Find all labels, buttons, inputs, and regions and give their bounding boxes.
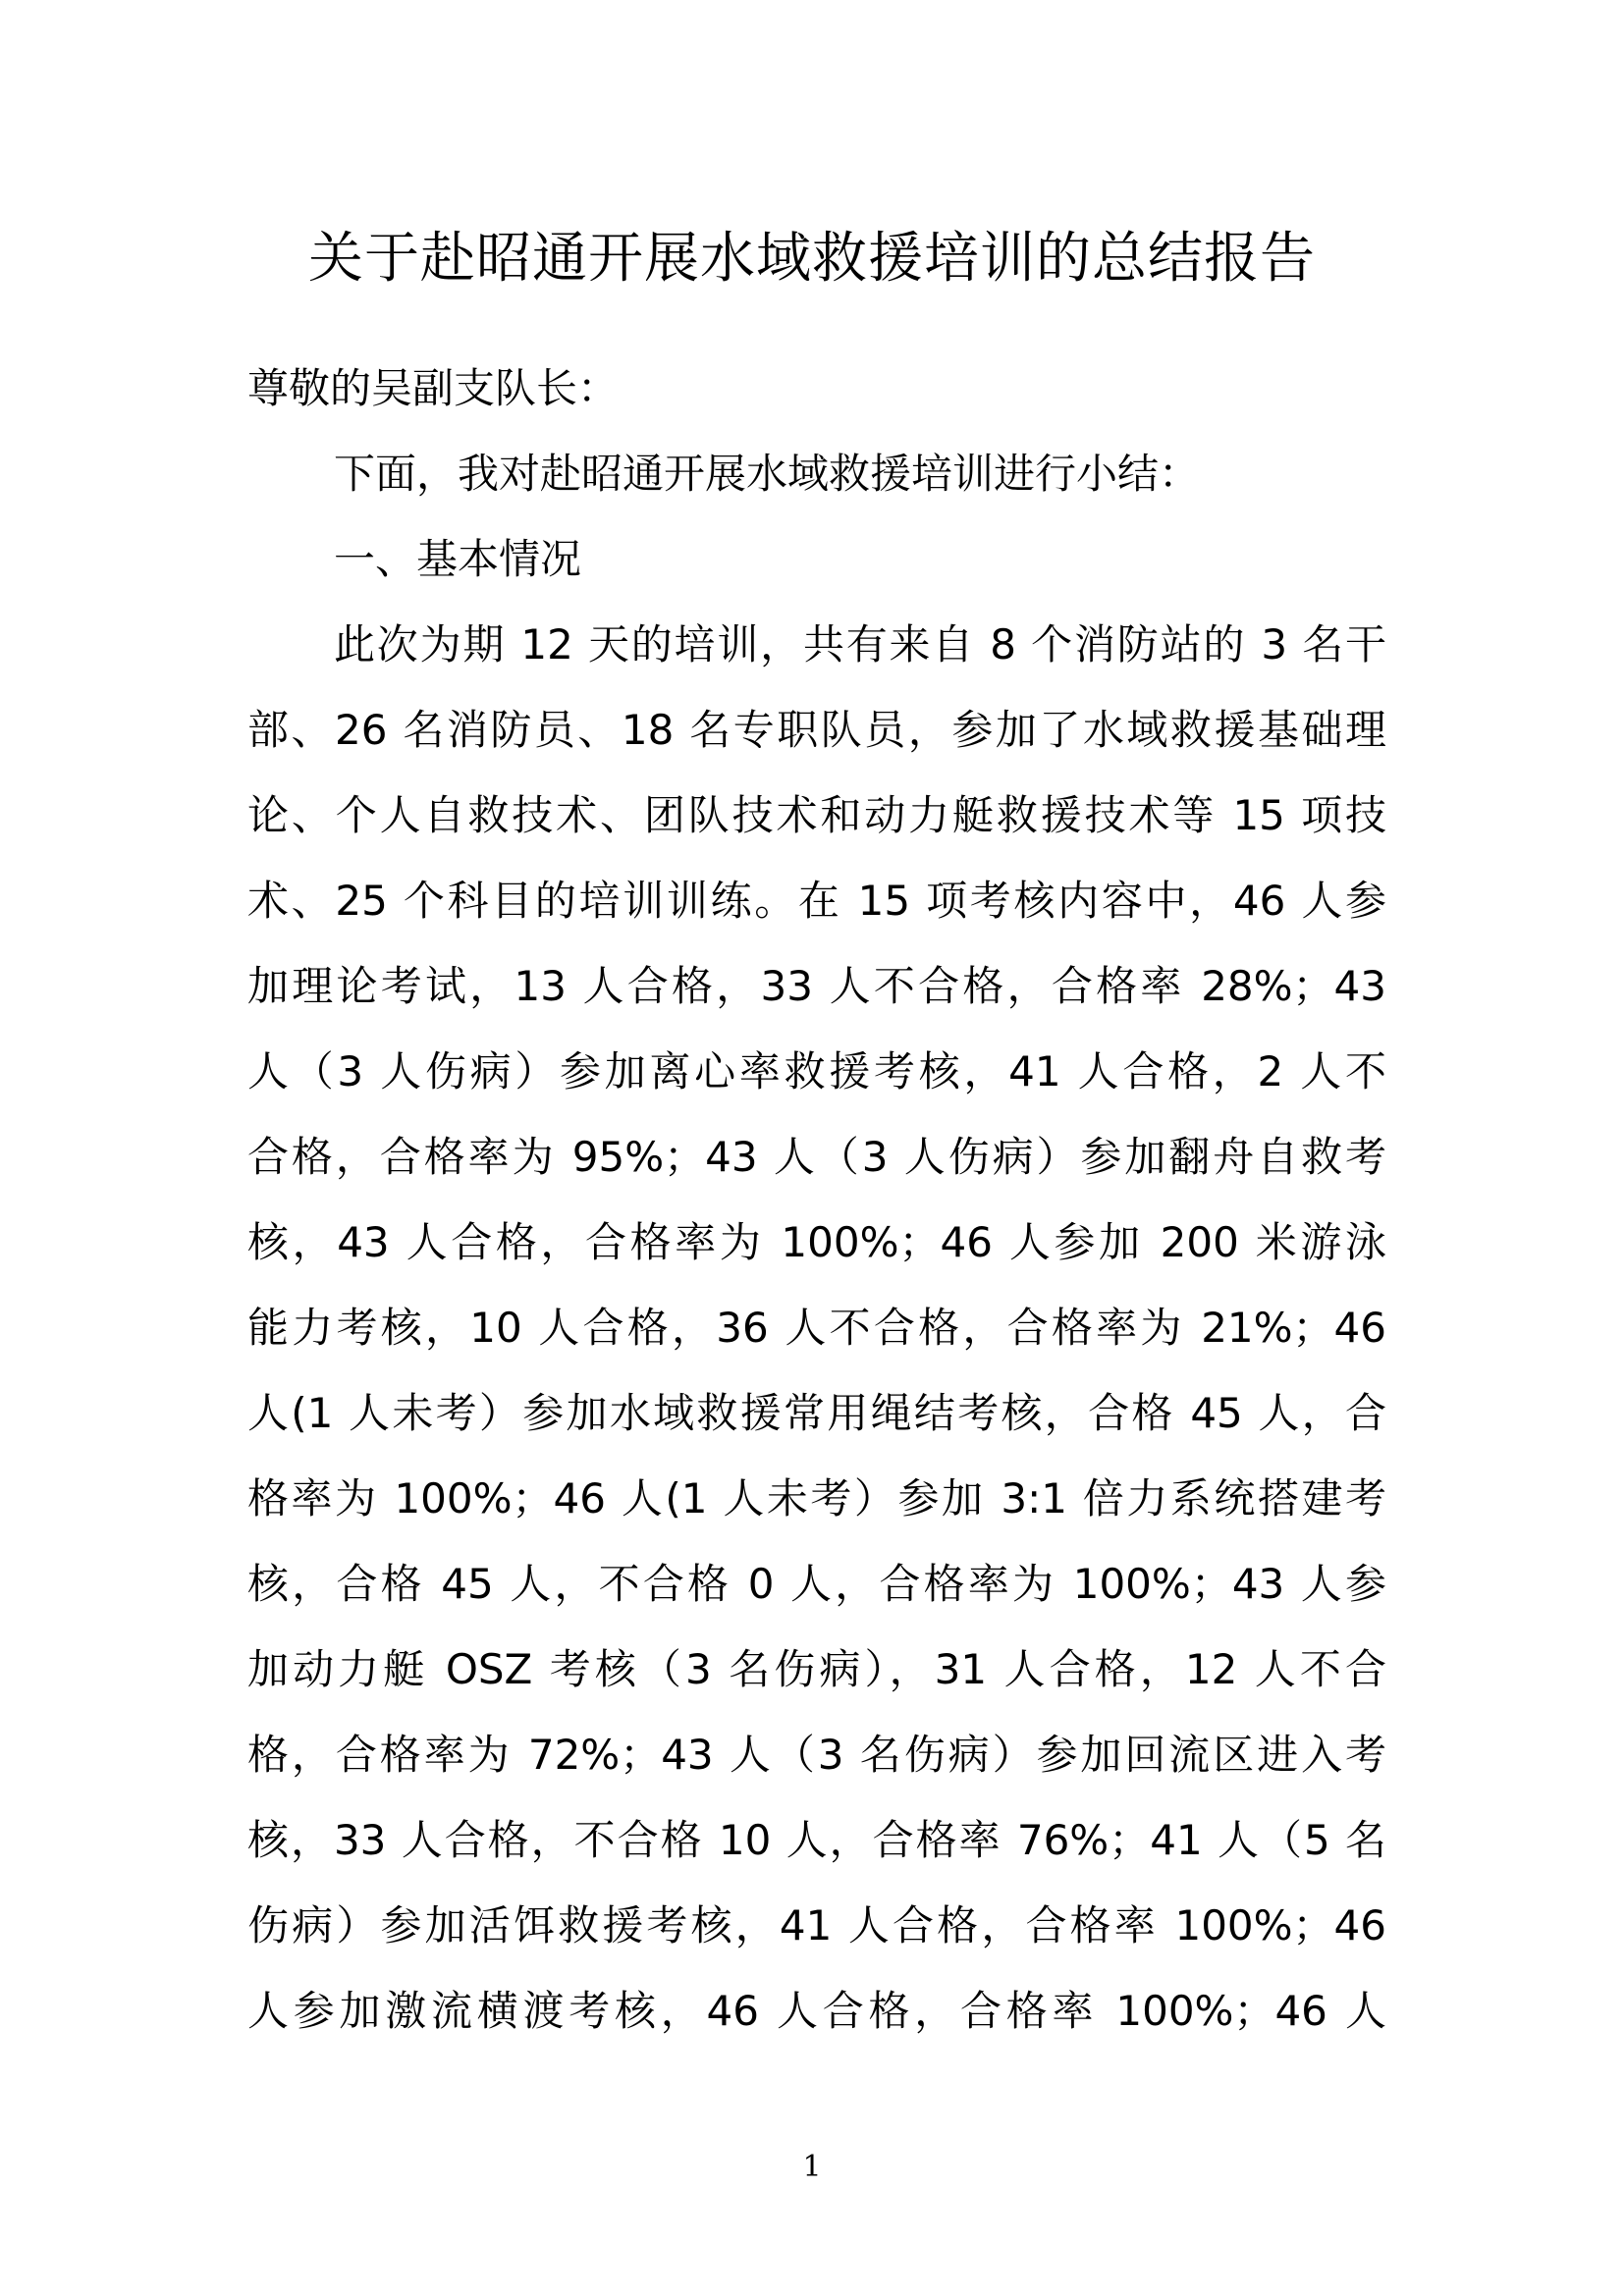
intro-line: 下面，我对赴昭通开展水域救援培训进行小结： (334, 450, 1201, 498)
paragraph-line-10: 人(1 人未考）参加水域救援常用绳结考核，合格 45 人，合 (247, 1389, 1386, 1437)
paragraph-line-16: 伤病）参加活饵救援考核，41 人合格，合格率 100%；46 (247, 1901, 1386, 1949)
paragraph-line-17: 人参加激流横渡考核，46 人合格，合格率 100%；46 人 (247, 1987, 1386, 2035)
paragraph-line-14: 格，合格率为 72%；43 人（3 名伤病）参加回流区进入考 (247, 1731, 1386, 1779)
paragraph-line-2: 部、26 名消防员、18 名专职队员，参加了水域救援基础理 (247, 706, 1386, 754)
paragraph-line-8: 核，43 人合格，合格率为 100%；46 人参加 200 米游泳 (247, 1218, 1386, 1266)
paragraph-line-13: 加动力艇 OSZ 考核（3 名伤病），31 人合格，12 人不合 (247, 1645, 1386, 1693)
document-body (247, 346, 1386, 2054)
salutation: 尊敬的吴副支队长： (247, 364, 620, 412)
paragraph-line-12: 核，合格 45 人，不合格 0 人，合格率为 100%；43 人参 (247, 1560, 1386, 1608)
page-number: 1 (802, 2150, 822, 2184)
paragraph-line-6: 人（3 人伤病）参加离心率救援考核，41 人合格，2 人不 (247, 1047, 1386, 1095)
paragraph-line-11: 格率为 100%；46 人(1 人未考）参加 3:1 倍力系统搭建考 (247, 1474, 1386, 1522)
paragraph-line-9: 能力考核，10 人合格，36 人不合格，合格率为 21%；46 (247, 1304, 1386, 1352)
document-title: 关于赴昭通开展水域救援培训的总结报告 (308, 227, 1316, 291)
paragraph-line-3: 论、个人自救技术、团队技术和动力艇救援技术等 15 项技 (247, 791, 1386, 839)
paragraph-line-15: 核，33 人合格，不合格 10 人，合格率 76%；41 人（5 名 (247, 1816, 1386, 1864)
section-heading: 一、基本情况 (334, 535, 582, 583)
paragraph-line-7: 合格，合格率为 95%；43 人（3 人伤病）参加翻舟自救考 (247, 1133, 1386, 1181)
paragraph-line-1: 此次为期 12 天的培训，共有来自 8 个消防站的 3 名干 (334, 620, 1386, 668)
paragraph-line-4: 术、25 个科目的培训训练。在 15 项考核内容中，46 人参 (247, 877, 1386, 925)
paragraph-line-5: 加理论考试，13 人合格，33 人不合格，合格率 28%；43 (247, 962, 1386, 1010)
